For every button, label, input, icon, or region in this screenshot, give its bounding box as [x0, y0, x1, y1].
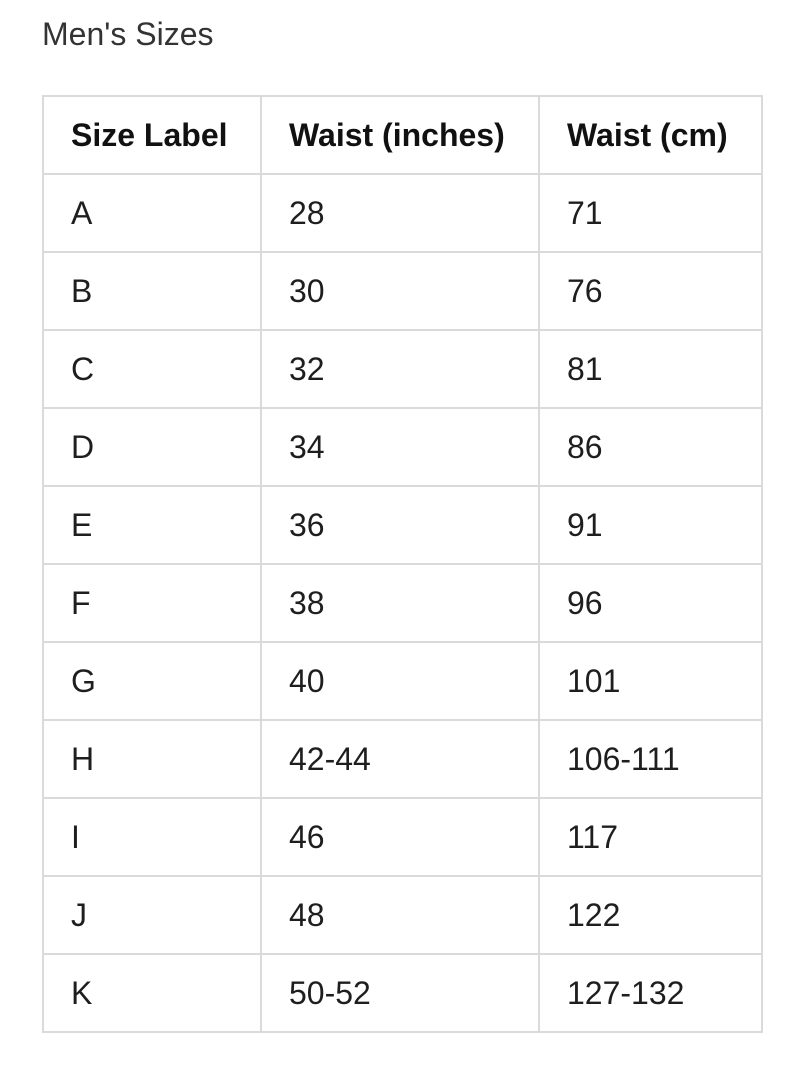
table-row	[43, 564, 762, 642]
size-label-cell: K	[43, 954, 261, 1032]
waist-cm-cell: 86	[539, 408, 762, 486]
size-label-cell: J	[43, 876, 261, 954]
table-row	[43, 642, 762, 720]
size-label-cell: F	[43, 564, 261, 642]
page-title: Men's Sizes	[42, 16, 214, 52]
waist-cm-cell: 117	[539, 798, 762, 876]
size-label-cell: B	[43, 252, 261, 330]
table-row	[43, 720, 762, 798]
waist-inches-cell: 50-52	[261, 954, 539, 1032]
size-label-cell: D	[43, 408, 261, 486]
size-label-cell: H	[43, 720, 261, 798]
table-row	[43, 486, 762, 564]
waist-inches-cell: 42-44	[261, 720, 539, 798]
waist-cm-cell: 127-132	[539, 954, 762, 1032]
table-row	[43, 876, 762, 954]
size-label-cell: G	[43, 642, 261, 720]
waist-inches-cell: 36	[261, 486, 539, 564]
column-header-waist-cm: Waist (cm)	[539, 96, 762, 174]
waist-inches-cell: 46	[261, 798, 539, 876]
waist-inches-cell: 40	[261, 642, 539, 720]
waist-inches-cell: 48	[261, 876, 539, 954]
waist-cm-cell: 122	[539, 876, 762, 954]
table-header	[43, 96, 762, 174]
table-body	[43, 174, 762, 1032]
size-label-cell: A	[43, 174, 261, 252]
waist-cm-cell: 96	[539, 564, 762, 642]
waist-cm-cell: 106-111	[539, 720, 762, 798]
waist-cm-cell: 91	[539, 486, 762, 564]
table-row	[43, 252, 762, 330]
waist-cm-cell: 71	[539, 174, 762, 252]
waist-inches-cell: 30	[261, 252, 539, 330]
header-row	[43, 96, 762, 174]
table-row	[43, 330, 762, 408]
waist-cm-cell: 101	[539, 642, 762, 720]
size-label-cell: C	[43, 330, 261, 408]
size-chart-table	[42, 95, 763, 1033]
column-header-size-label: Size Label	[43, 96, 261, 174]
size-label-cell: I	[43, 798, 261, 876]
waist-inches-cell: 34	[261, 408, 539, 486]
waist-cm-cell: 76	[539, 252, 762, 330]
size-label-cell: E	[43, 486, 261, 564]
column-header-waist-inches: Waist (inches)	[261, 96, 539, 174]
table-row	[43, 408, 762, 486]
table-row	[43, 798, 762, 876]
waist-inches-cell: 28	[261, 174, 539, 252]
waist-inches-cell: 32	[261, 330, 539, 408]
waist-inches-cell: 38	[261, 564, 539, 642]
waist-cm-cell: 81	[539, 330, 762, 408]
table-row	[43, 954, 762, 1032]
table-row	[43, 174, 762, 252]
